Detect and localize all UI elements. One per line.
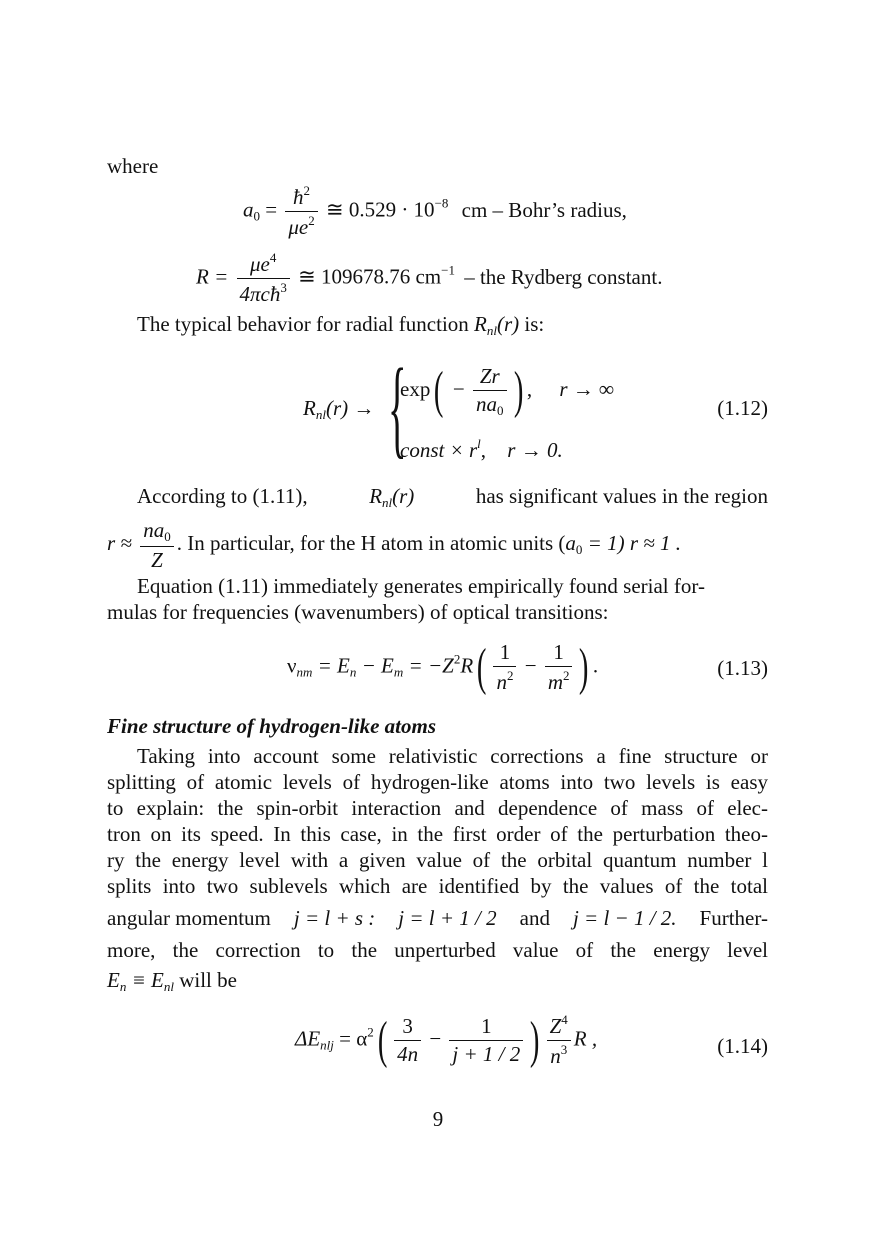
bohr-fraction: $\frac{ħ^2}{\mu e^2}$: [285, 183, 317, 240]
case-2: const × $r^l$, r → 0.: [400, 436, 563, 462]
fine-line-7: angular momentum j = l + s : j = l + 1 / 2 and j = l − 1 / 2. Further-: [107, 906, 768, 930]
fine-line-4: tron on its speed. In this case, in the first order of the perturbation theo-: [107, 822, 768, 846]
serial-line-1: Equation (1.11) immediately generates empirically found serial for-: [137, 574, 705, 598]
rydberg-fraction: $\frac{\mu e^4}{4\pi cħ^3}$: [237, 250, 290, 307]
fine-line-9: $E_n \equiv E_{nl}$ will be: [107, 968, 237, 994]
equation-number-1-12: (1.12): [717, 396, 768, 420]
region-line-1: According to (1.11), $R_{nl}(r)$ has significant values in the region: [137, 484, 768, 510]
radial-intro: The typical behavior for radial function $R_{nl}(r)$ is:: [137, 312, 545, 338]
page-number: 9: [432, 1107, 444, 1131]
case-1: exp( − $\frac{Zr}{na_0}$ ) , r → ∞: [400, 362, 614, 420]
where-text: where: [107, 154, 159, 178]
equation-1-14: $\Delta E_{nlj} = \alpha^2$( $\frac{3}{4n}$ − $\frac{1}{j + 1 / 2}$ ) $\frac{Z^4}{n^3}$ R ,: [295, 1011, 598, 1069]
rydberg-equation: R = $\frac{\mu e^4}{4\pi cħ^3}$ ≅ 109678.76 $cm^{-1}$ – the Rydberg constant.: [196, 250, 663, 307]
equation-1-13: $\nu_{nm} = E_n - E_m = -Z^2R$( $\frac{1}{n^2}$ − $\frac{1}{m^2}$ ) .: [287, 638, 599, 696]
fine-line-5: ry the energy level with a given value of the orbital quantum number l: [107, 848, 768, 872]
document-page: where $a_0$ = $\frac{ħ^2}{\mu e^2}$ ≅ $0.529 \cdot 10^{-8}$ cm – Bohr’s radius, R = $\frac{\mu e^4}{4\pi cħ^3}$ ≅ 109678.76 $cm^{-1}$ – the Rydberg constant. The typical behavior for radial function $R_{nl}(r)$ is: $R_{nl}(r)$ → { exp( − $\frac{Zr}{na_0}$ ) , r → ∞ const × $r^l$, r → 0. (1.12) According to (1.11), $R_{nl}(r)$ has significant values in the region r ≈ $\frac{na_0}{Z}$ . In particular, for the H atom in atomic units $(a_0 = 1) r \approx 1$ . Equation (1.11) immediately generates empirically found serial for- mulas for frequencies (wavenumbers) of optical transitions: $\nu_{nm} = E_n - E_m = -Z^2R$( $\frac{1}{n^2}$ − $\frac{1}{m^2}$ ) . (1.13) Fine structure of hydrogen-like atoms Taking into account some relativistic corrections a fine structure or splitting of atomic levels of hydrogen-like atoms into two levels is easy to explain: the spin-orbit interaction and dependence of mass of elec- tron on its speed. In this case, in the first order of the perturbation theo- ry the energy level with a given value of the orbital quantum number l splits into two sublevels which are identified by the values of the total angular momentum j = l + s : j = l + 1 / 2 and j = l − 1 / 2. Further- more, the correction to the unperturbed value of the energy level $E_n \equiv E_{nl}$ will be $\Delta E_{nlj} = \alpha^2$( $\frac{3}{4n}$ − $\frac{1}{j + 1 / 2}$ ) $\frac{Z^4}{n^3}$ R , (1.14) 9: [0, 0, 876, 1240]
fine-line-3: to explain: the spin-orbit interaction and dependence of mass of elec-: [107, 796, 768, 820]
bohr-radius-equation: $a_0$ = $\frac{ħ^2}{\mu e^2}$ ≅ $0.529 \cdot 10^{-8}$ cm – Bohr’s radius,: [243, 183, 627, 240]
section-heading: Fine structure of hydrogen-like atoms: [107, 714, 437, 738]
fine-line-8: more, the correction to the unperturbed value of the energy level: [107, 938, 768, 962]
equation-number-1-13: (1.13): [717, 656, 768, 680]
equation-number-1-14: (1.14): [717, 1034, 768, 1058]
region-line-2: r ≈ $\frac{na_0}{Z}$ . In particular, for the H atom in atomic units $(a_0 = 1) r \approx 1$ .: [107, 518, 682, 572]
bohr-description: cm – Bohr’s radius,: [461, 197, 627, 222]
serial-line-2: mulas for frequencies (wavenumbers) of optical transitions:: [107, 600, 609, 624]
fine-line-6: splits into two sublevels which are identified by the values of the total: [107, 874, 768, 898]
left-brace: {: [388, 346, 407, 468]
fine-line-1: Taking into account some relativistic corrections a fine structure or: [137, 744, 768, 768]
fine-line-2: splitting of atomic levels of hydrogen-like atoms into two levels is easy: [107, 770, 768, 794]
rydberg-description: – the Rydberg constant.: [464, 264, 663, 289]
